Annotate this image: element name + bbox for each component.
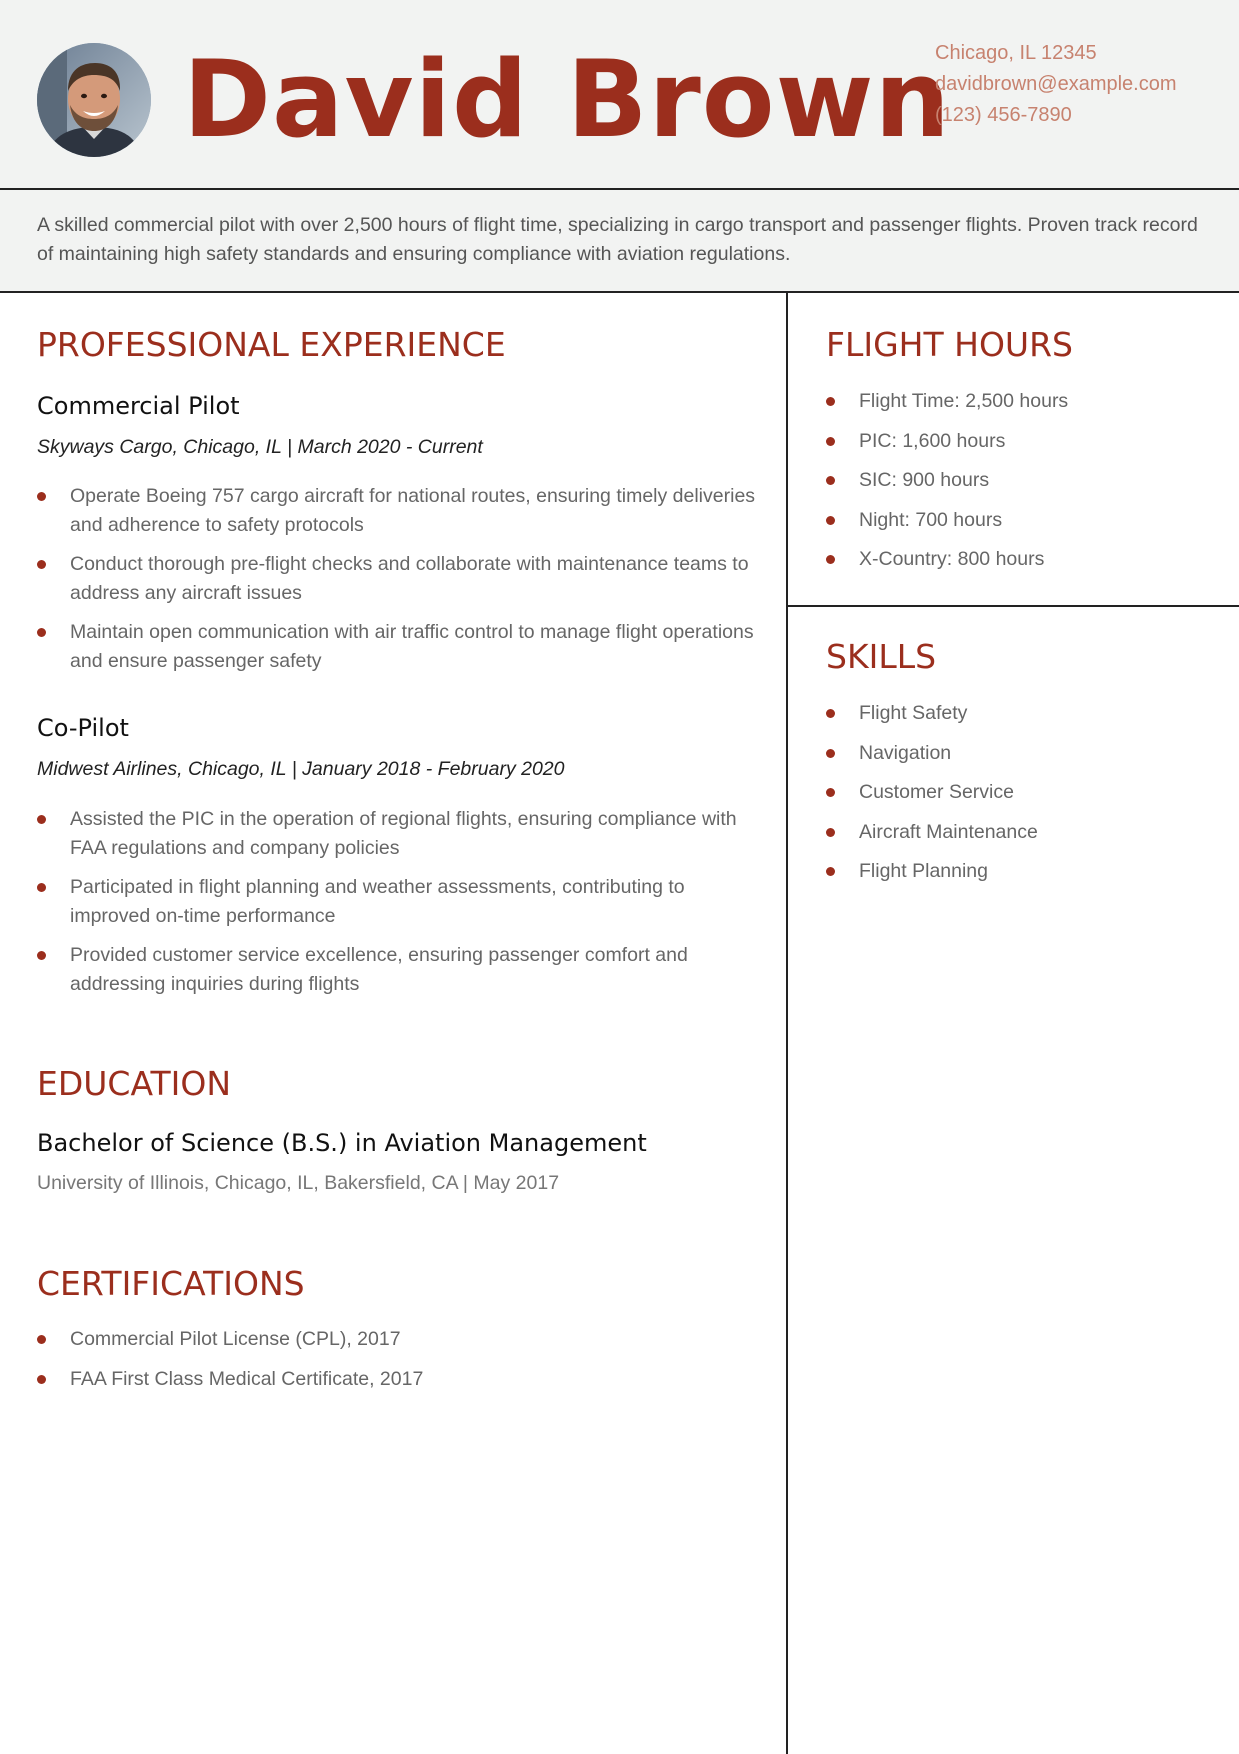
flight-hours-list <box>826 387 1226 585</box>
resume-header <box>0 0 1239 190</box>
contact-phone[interactable]: (123) 456-7890 <box>935 104 1072 126</box>
degree-title: Bachelor of Science (B.S.) in Aviation Management <box>37 1129 647 1157</box>
list-item: Navigation <box>826 739 1226 768</box>
sidebar-divider <box>788 605 1239 607</box>
skills-heading: SKILLS <box>826 637 937 676</box>
summary-section <box>0 190 1239 293</box>
bullet-icon <box>826 397 835 406</box>
bullet-icon <box>826 709 835 718</box>
contact-location: Chicago, IL 12345 <box>935 42 1097 64</box>
skills-list <box>826 699 1226 897</box>
bullet-icon <box>826 867 835 876</box>
list-item: Flight Safety <box>826 699 1226 728</box>
bullet-icon <box>826 516 835 525</box>
list-item: Flight Planning <box>826 857 1226 886</box>
profile-photo <box>37 43 151 157</box>
job-title: Commercial Pilot <box>37 392 240 420</box>
bullet-icon <box>37 951 46 960</box>
flight-hours-heading: FLIGHT HOURS <box>826 325 1073 364</box>
job-bullets <box>37 482 767 686</box>
list-item: X-Country: 800 hours <box>826 545 1226 574</box>
list-item: Commercial Pilot License (CPL), 2017 <box>37 1325 767 1354</box>
summary-text: A skilled commercial pilot with over 2,500 hours of flight time, specializing in cargo transport and passenger flights. Proven track record of maintaining high safety standards and ensuring compliance with aviation regulations. <box>37 214 1198 265</box>
list-item: Participated in flight planning and weather assessments, contributing to improved on-time performance <box>37 873 767 931</box>
bullet-icon <box>826 437 835 446</box>
bullet-icon <box>37 1375 46 1384</box>
job-title: Co-Pilot <box>37 714 129 742</box>
column-divider <box>786 293 788 1754</box>
list-item: Aircraft Maintenance <box>826 818 1226 847</box>
bullet-icon <box>826 476 835 485</box>
list-item: PIC: 1,600 hours <box>826 427 1226 456</box>
contact-info <box>935 38 1177 131</box>
contact-email[interactable]: davidbrown@example.com <box>935 73 1177 95</box>
job-meta: Skyways Cargo, Chicago, IL | March 2020 - Current <box>37 436 483 458</box>
experience-heading: PROFESSIONAL EXPERIENCE <box>37 325 506 364</box>
list-item: Operate Boeing 757 cargo aircraft for national routes, ensuring timely deliveries and adherence to safety protocols <box>37 482 767 540</box>
list-item: Provided customer service excellence, ensuring passenger comfort and addressing inquiries during flights <box>37 941 767 999</box>
certifications-heading: CERTIFICATIONS <box>37 1264 305 1303</box>
education-heading: EDUCATION <box>37 1064 232 1103</box>
candidate-name: David Brown <box>183 38 952 161</box>
bullet-icon <box>37 492 46 501</box>
list-item: SIC: 900 hours <box>826 466 1226 495</box>
list-item: FAA First Class Medical Certificate, 2017 <box>37 1365 767 1394</box>
list-item: Maintain open communication with air traffic control to manage flight operations and ensure passenger safety <box>37 618 767 676</box>
bullet-icon <box>826 749 835 758</box>
list-item: Conduct thorough pre-flight checks and collaborate with maintenance teams to address any aircraft issues <box>37 550 767 608</box>
bullet-icon <box>826 828 835 837</box>
certifications-list <box>37 1325 767 1404</box>
bullet-icon <box>37 560 46 569</box>
bullet-icon <box>826 788 835 797</box>
list-item: Assisted the PIC in the operation of regional flights, ensuring compliance with FAA regulations and company policies <box>37 805 767 863</box>
bullet-icon <box>37 628 46 637</box>
school-info: University of Illinois, Chicago, IL, Bakersfield, CA | May 2017 <box>37 1172 560 1194</box>
list-item: Customer Service <box>826 778 1226 807</box>
job-meta: Midwest Airlines, Chicago, IL | January 2018 - February 2020 <box>37 758 565 780</box>
job-bullets <box>37 805 767 1009</box>
bullet-icon <box>37 815 46 824</box>
bullet-icon <box>37 1335 46 1344</box>
bullet-icon <box>37 883 46 892</box>
avatar-image <box>37 43 151 157</box>
bullet-icon <box>826 555 835 564</box>
list-item: Night: 700 hours <box>826 506 1226 535</box>
list-item: Flight Time: 2,500 hours <box>826 387 1226 416</box>
